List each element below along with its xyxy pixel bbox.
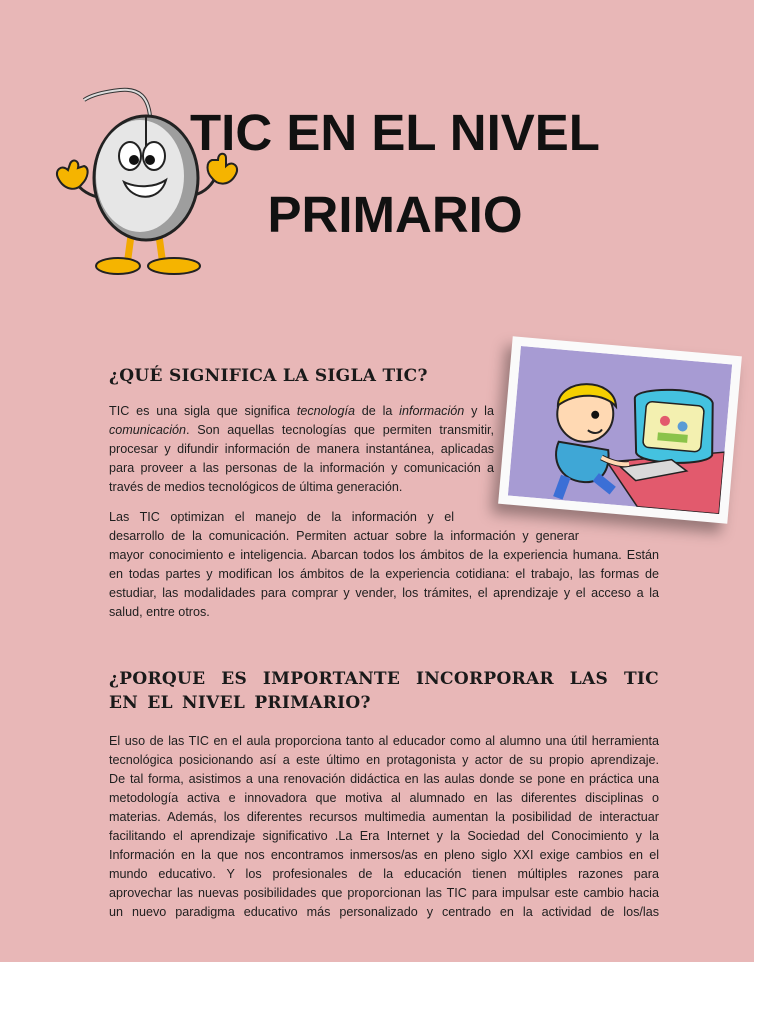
paragraph-line: estudiar, las modalidades para comprar y vender, los trámites, el aprendizaje y el acceso a la: [109, 586, 659, 600]
paragraph-line: mundo educativo. Y los profesionales de la educación tienen múltiples razones para: [109, 867, 659, 881]
paragraph-line: facilitando el aprendizaje significativo .La Era Internet y la Sociedad del Conocimiento y la: [109, 829, 659, 843]
paragraph-line: en todas partes y modifican los ámbitos de la experiencia cotidiana: el trabajo, las formas de: [109, 567, 659, 581]
italic-term-comunicacion: comunicación: [109, 423, 187, 437]
page-title: [180, 92, 610, 256]
paragraph-line: metodología activa e innovadora que motiva al alumnado en las diferentes disciplinas o: [109, 791, 659, 805]
section2-paragraph: [109, 732, 659, 922]
paragraph-line: tecnológica posicionando así a este último en protagonista y actor de su propio aprendizaje.: [109, 753, 659, 767]
italic-term-tecnologia: tecnología: [296, 404, 355, 418]
paragraph-line: materias. Además, los diferentes recursos multimedia aumentan la posibilidad de interactuar: [109, 810, 659, 824]
italic-term-informacion: información: [399, 404, 465, 418]
paragraph-line: un nuevo paradigma educativo más personalizado y centrado en la actividad de los/las: [109, 905, 659, 919]
section1-paragraph-2: [109, 508, 659, 622]
text-span: TIC es una sigla que significa: [109, 404, 297, 418]
title-line-1: TIC EN EL NIVEL: [190, 104, 600, 161]
paragraph-line: El uso de las TIC en el aula proporciona tanto al educador como al alumno una útil herramienta: [109, 734, 659, 748]
text-span: de la: [354, 404, 400, 418]
section-heading-porque-es-importante: ¿PORQUE ES IMPORTANTE INCORPORAR LAS TIC EN EL NIVEL PRIMARIO?: [109, 669, 659, 713]
paragraph-line: De tal forma, asistimos a una renovación didáctica en las aulas donde se pone en práctica una: [109, 772, 659, 786]
section1-paragraph-1: [109, 402, 494, 497]
paragraph-line: aprovechar las nuevas posibilidades que proporcionan las TIC para impulsar este cambio hacia: [109, 886, 659, 900]
text-span: . Son aquellas tecnologías que permiten transmitir, procesar y difundir información de manera instantánea, aplicadas para proveer a las personas de la información y comunicación a través de medios tecnológicos de última generación.: [109, 423, 494, 494]
paragraph-line: Las TIC optimizan el manejo de la información y el: [109, 510, 454, 524]
paragraph-line: mayor conocimiento e inteligencia. Abarcan todos los ámbitos de la experiencia humana. Están: [109, 548, 659, 562]
paragraph-line: salud, entre otros.: [109, 605, 210, 619]
child-at-computer-illustration: [508, 346, 732, 514]
child-at-computer-photo: [498, 336, 742, 523]
text-span: y la: [464, 404, 494, 418]
section-heading-que-significa: ¿QUÉ SIGNIFICA LA SIGLA TIC?: [109, 366, 428, 386]
title-line-2: PRIMARIO: [267, 186, 523, 243]
paragraph-line: Información en la que nos encontramos inmersos/as en pleno siglo XXI exige cambios en el: [109, 848, 659, 862]
paragraph-line: desarrollo de la comunicación. Permiten actuar sobre la información y generar: [109, 529, 579, 543]
